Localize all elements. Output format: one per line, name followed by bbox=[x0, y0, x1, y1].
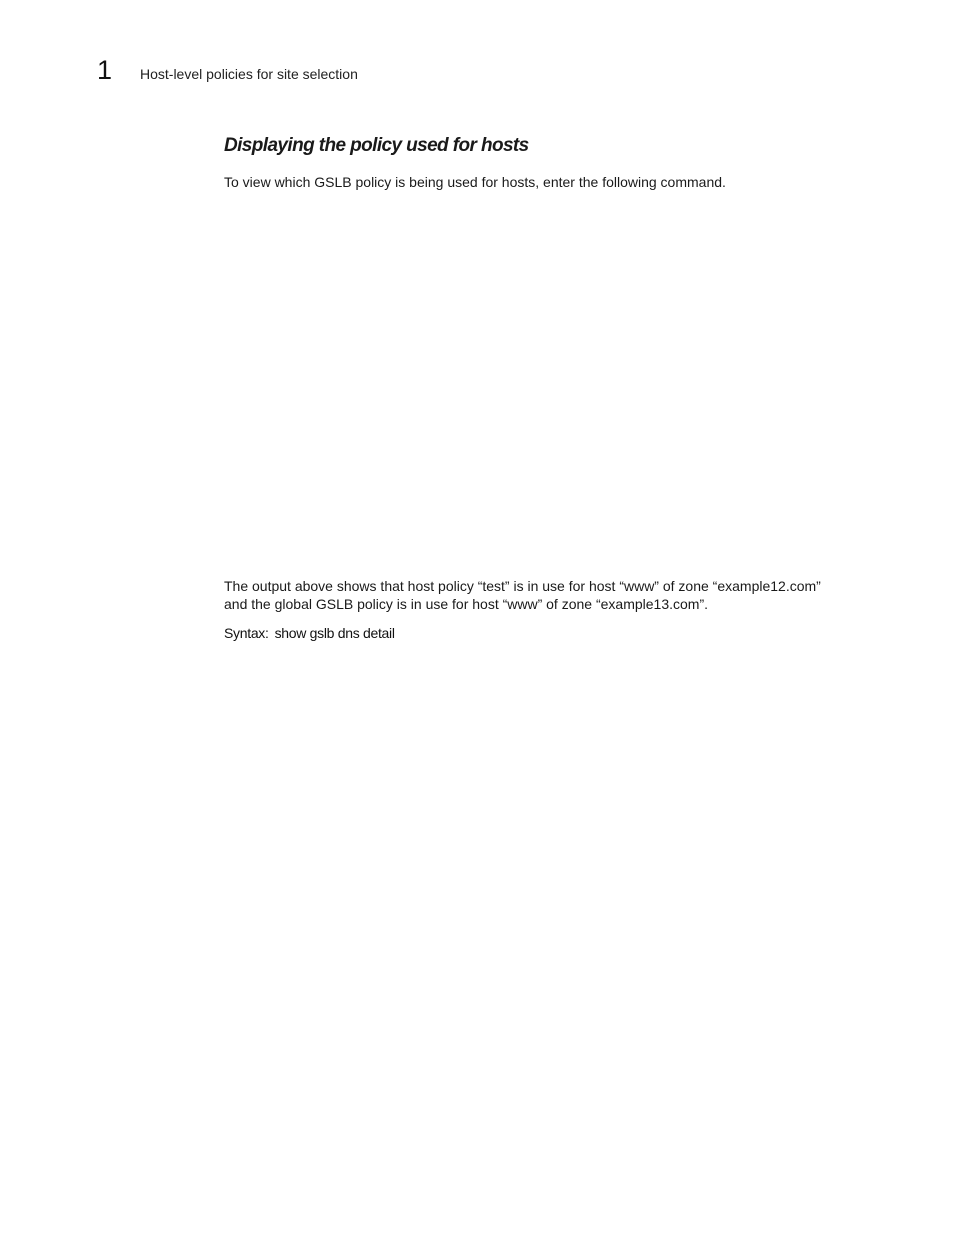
syntax-command: show gslb dns detail bbox=[274, 625, 395, 641]
syntax-label: Syntax: bbox=[224, 625, 269, 641]
output-explanation-line-2: and the global GSLB policy is in use for host “www” of zone “example13.com”. bbox=[224, 596, 709, 612]
section-heading: Displaying the policy used for hosts bbox=[224, 135, 529, 156]
running-header: Host-level policies for site selection bbox=[140, 66, 358, 82]
chapter-number: 1 bbox=[97, 55, 113, 85]
output-explanation-line-1: The output above shows that host policy “test” is in use for host “www” of zone “example12.com” bbox=[224, 578, 821, 594]
intro-paragraph: To view which GSLB policy is being used for hosts, enter the following command. bbox=[224, 174, 726, 190]
output-explanation bbox=[224, 577, 874, 613]
syntax-line bbox=[224, 624, 395, 642]
